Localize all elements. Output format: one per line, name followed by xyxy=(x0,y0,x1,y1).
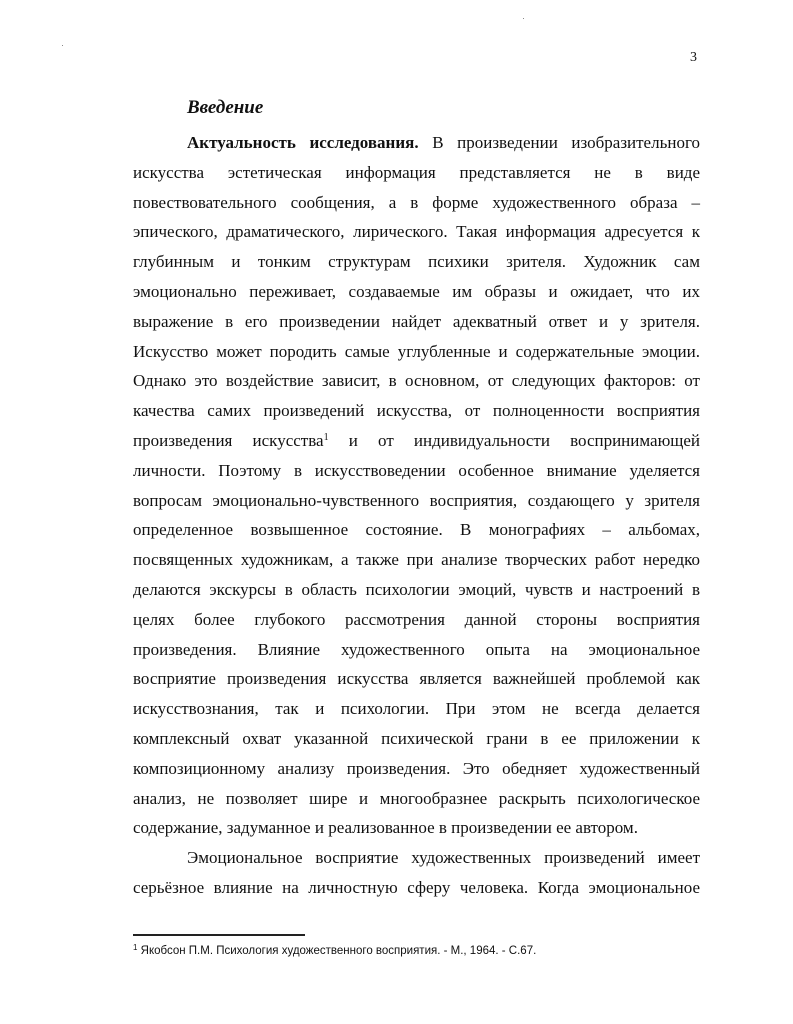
footnote-reference[interactable]: 1 xyxy=(323,431,329,443)
paragraph-1-line: произведения искусства$^1$ и от индивидуальности воспринимающей xyxy=(133,430,701,450)
paragraph-1-line: качества самих произведений искусства, от полноценности восприятия xyxy=(133,401,700,421)
lead-heading: Актуальность исследования. xyxy=(187,133,419,152)
footnote-separator xyxy=(133,934,305,936)
paragraph-1-line: вопросам эмоционально-чувственного восприятия, создающего у зрителя xyxy=(133,490,700,510)
paragraph-1-line: композиционному анализу произведения. Это обедняет художественный xyxy=(133,758,700,778)
paragraph-1-line: глубинным и тонким структурам психики зрителя. Художник сам xyxy=(133,252,700,272)
paragraph-1-line: целях более глубокого рассмотрения данной стороны восприятия xyxy=(133,609,700,629)
paragraph-1-line: анализ, не позволяет шире и многообразнее раскрыть психологическое xyxy=(133,788,700,808)
paragraph-1-line: искусствознания, так и психологии. При этом не всегда делается xyxy=(133,699,700,719)
body-text xyxy=(133,128,700,903)
paragraph-1-line: делаются экскурсы в область психологии эмоций, чувств и настроений в xyxy=(133,579,700,599)
footnote-marker: 1 xyxy=(133,943,138,952)
paragraph-1-line: эмоционально переживает, создаваемые им образы и ожидает, что их xyxy=(133,281,700,301)
scan-speck xyxy=(523,18,524,19)
paragraph-1-line: содержание, задуманное и реализованное в произведении ее автором. xyxy=(133,818,638,838)
paragraph-1-line: искусства эстетическая информация представляется не в виде xyxy=(133,162,700,182)
paragraph-2-line: Эмоциональное восприятие художественных произведений имеет xyxy=(187,848,700,868)
page-number: 3 xyxy=(690,50,697,65)
paragraph-2-line: серьёзное влияние на личностную сферу человека. Когда эмоциональное xyxy=(133,877,700,897)
paragraph-1-line: выражение в его произведении найдет адекватный ответ и у зрителя. xyxy=(133,311,700,331)
paragraph-1-line: комплексный охват указанной психической грани в ее приложении к xyxy=(133,728,700,748)
section-title: Введение xyxy=(187,97,264,118)
scan-speck xyxy=(62,45,63,46)
footnote-text: Якобсон П.М. Психология художественного восприятия. - М., 1964. - С.67. xyxy=(137,945,537,957)
paragraph-1-line: Однако это воздействие зависит, в основном, от следующих факторов: от xyxy=(133,371,700,391)
paragraph-1-line: эпического, драматического, лирического. Такая информация адресуется к xyxy=(133,222,700,242)
paragraph-1-line: Актуальность исследования. В произведении изобразительного xyxy=(187,133,700,152)
paragraph-1-line: восприятие произведения искусства является важнейшей проблемой как xyxy=(133,669,700,689)
paragraph-1-line: Искусство может породить самые углубленные и содержательные эмоции. xyxy=(133,341,700,361)
paragraph-1-line: определенное возвышенное состояние. В монографиях – альбомах, xyxy=(133,520,700,540)
paragraph-1-line: повествовательного сообщения, а в форме художественного образа – xyxy=(133,192,700,212)
paragraph-1-line: посвященных художникам, а также при анализе творческих работ нередко xyxy=(133,550,700,570)
footnote xyxy=(133,945,536,957)
paragraph-1-line: личности. Поэтому в искусствоведении особенное внимание уделяется xyxy=(133,460,700,480)
paragraph-1-line: произведения. Влияние художественного опыта на эмоциональное xyxy=(133,639,700,659)
